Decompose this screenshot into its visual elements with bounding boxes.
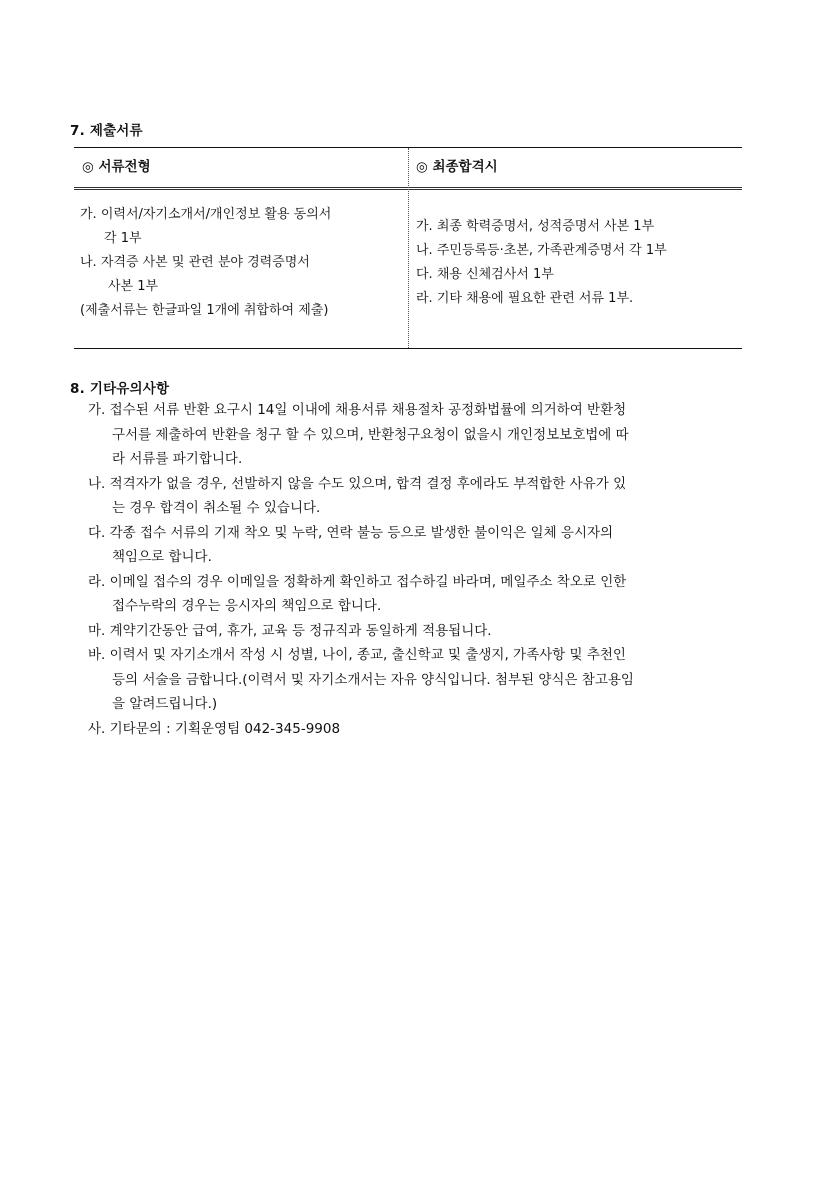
note-line: 마. 계약기간동안 급여, 휴가, 교육 등 정규직과 동일하게 적용됩니다. xyxy=(88,622,492,639)
list-item: 가. 최종 학력증명서, 성적증명서 사본 1부 xyxy=(416,219,655,234)
list-item xyxy=(88,643,758,717)
note-line: 을 알려드립니다.) xyxy=(112,696,218,712)
list-item: 가. 이력서/자기소개서/개인정보 활용 동의서 xyxy=(80,207,332,222)
submission-documents-table xyxy=(74,147,742,349)
note-line: 는 경우 합격이 취소될 수 있습니다. xyxy=(112,500,321,516)
notes-list xyxy=(88,398,758,741)
note-line: 나. 적격자가 없을 경우, 선발하지 않을 수도 있으며, 합격 결정 후에라도 부적합한 사유가 있 xyxy=(88,475,627,492)
list-item xyxy=(88,619,758,644)
note-line: 다. 각종 접수 서류의 기재 착오 및 누락, 연락 불능 등으로 발생한 불이익은 일체 응시자의 xyxy=(88,524,614,541)
list-item xyxy=(88,398,758,472)
note-line: 구서를 제출하여 반환을 청구 할 수 있으며, 반환청구요청이 없을시 개인정보보호법에 따 xyxy=(112,426,629,443)
list-item: 다. 채용 신체검사서 1부 xyxy=(416,267,554,282)
note-line: 라. 이메일 접수의 경우 이메일을 정확하게 확인하고 접수하길 바라며, 메일주소 착오로 인한 xyxy=(88,573,627,590)
list-item xyxy=(88,717,758,742)
list-item: 나. 자격증 사본 및 관련 분야 경력증명서 xyxy=(80,255,310,270)
note-text: (제출서류는 한글파일 1개에 취합하여 제출) xyxy=(80,303,329,318)
list-item xyxy=(88,472,758,521)
header-document-screening: ◎ 서류전형 xyxy=(82,159,151,175)
note-line: 가. 접수된 서류 반환 요구시 14일 이내에 채용서류 채용절차 공정화법률에 의거하여 반환청 xyxy=(88,402,627,418)
list-item: 라. 기타 채용에 필요한 관련 서류 1부. xyxy=(416,291,634,306)
note-line: 책임으로 합니다. xyxy=(112,549,212,565)
note-line: 사. 기타문의 : 기획운영팀 042-345-9908 xyxy=(88,720,341,737)
list-item-continuation: 사본 1부 xyxy=(108,279,159,294)
list-item-continuation: 각 1부 xyxy=(104,231,142,246)
note-line: 접수누락의 경우는 응시자의 책임으로 합니다. xyxy=(112,598,382,614)
section-8-title: 8. 기타유의사항 xyxy=(70,381,170,397)
section-7-title: 7. 제출서류 xyxy=(70,123,143,139)
note-line: 바. 이력서 및 자기소개서 작성 시 성별, 나이, 종교, 출신학교 및 출생지, 가족사항 및 추천인 xyxy=(88,647,626,663)
note-line: 라 서류를 파기합니다. xyxy=(112,451,243,467)
column-divider xyxy=(408,148,409,348)
header-final-acceptance: ◎ 최종합격시 xyxy=(416,159,498,175)
list-item: 나. 주민등록등·초본, 가족관계증명서 각 1부 xyxy=(416,243,667,258)
document-screening-cell xyxy=(80,203,404,323)
list-item xyxy=(88,570,758,619)
note-line: 등의 서술을 금합니다.(이력서 및 자기소개서는 자유 양식입니다. 첨부된 양식은 참고용임 xyxy=(112,671,634,688)
final-acceptance-cell xyxy=(416,215,736,311)
list-item xyxy=(88,521,758,570)
